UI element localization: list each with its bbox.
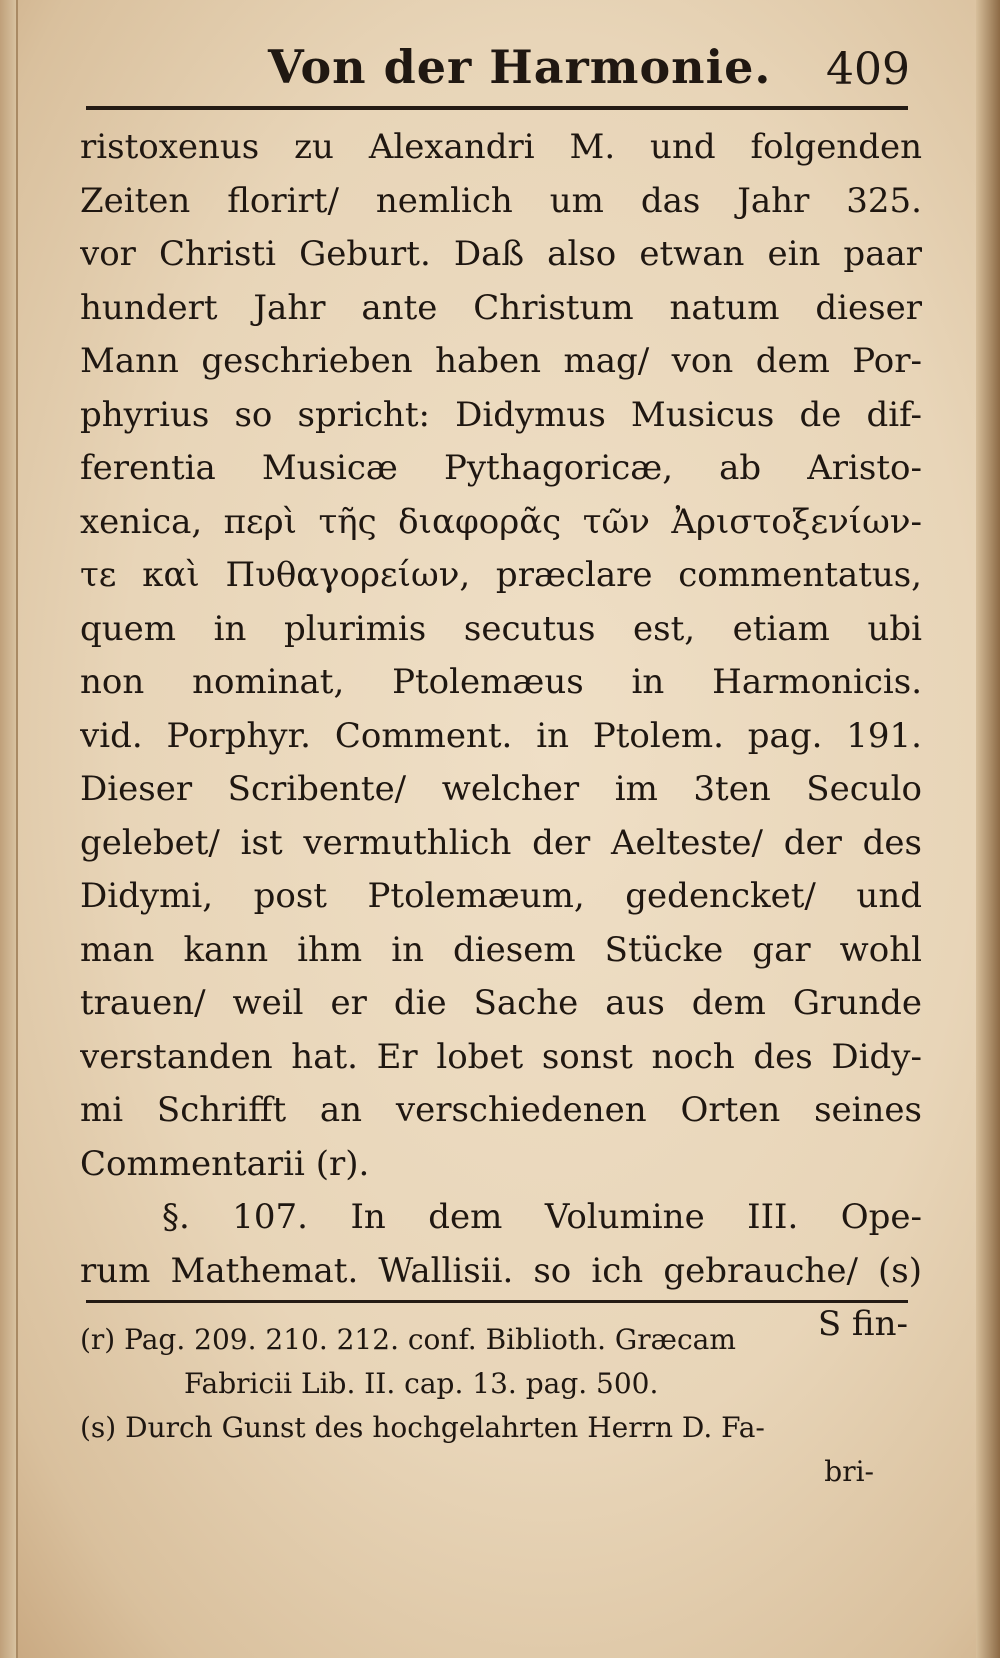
page-fold [16, 0, 18, 1658]
text-line: gelebet/ ist vermuthlich der Aelteste/ der des [80, 822, 922, 863]
text-line: Mann geschrieben haben mag/ von dem Por- [80, 341, 922, 381]
section-line: §. 107. In dem Volumine III. Ope- [162, 1197, 922, 1237]
footnote-s: (s) Durch Gunst des hochgelahrten Herrn D. Fa- [80, 1411, 765, 1444]
page-left-edge [0, 0, 16, 1658]
text-line: Zeiten florirt/ nemlich um das Jahr 325. [80, 180, 922, 221]
text-line: hundert Jahr ante Christum natum dieser [80, 287, 922, 328]
text-line: verstanden hat. Er lobet sonst noch des Didy- [80, 1036, 922, 1077]
text-line: man kann ihm in diesem Stücke gar wohl [80, 929, 922, 970]
text-line: quem in plurimis secutus est, etiam ubi [80, 608, 922, 649]
text-line: ferentia Musicæ Pythagoricæ, ab Aristo- [80, 448, 922, 488]
footnote-r: (r) Pag. 209. 210. 212. conf. Biblioth. Græcam [80, 1323, 736, 1356]
text-line: phyrius so spricht: Didymus Musicus de dif- [80, 394, 922, 435]
footnote-r-continued: Fabricii Lib. II. cap. 13. pag. 500. [184, 1367, 659, 1400]
page-number: 409 [826, 44, 910, 95]
text-line: ristoxenus zu Alexandri M. und folgenden [80, 127, 922, 167]
text-line: non nominat, Ptolemæus in Harmonicis. [80, 662, 922, 702]
text-line: trauen/ weil er die Sache aus dem Grunde [80, 983, 922, 1023]
footnote-s-catchword: bri- [824, 1455, 874, 1488]
text-line: Didymi, post Ptolemæum, gedencket/ und [80, 876, 922, 916]
page-right-edge [976, 0, 1000, 1658]
footnote-rule [86, 1300, 908, 1303]
text-line: Dieser Scribente/ welcher im 3ten Seculo [80, 769, 922, 809]
text-line: τε καὶ Πυθαγορείων, præclare commentatus, [80, 555, 922, 595]
text-line: Commentarii (r). [80, 1143, 370, 1184]
text-line-greek: xenica, περὶ τῆς διαφορᾶς τῶν Ἀριστοξενίων- [80, 501, 922, 542]
main-text [80, 121, 922, 1352]
text-line: mi Schrifft an verschiedenen Orten seines [80, 1090, 922, 1130]
text-line: vor Christi Geburt. Daß also etwan ein paar [80, 234, 922, 274]
running-head: Von der Harmonie. [268, 40, 772, 94]
catchword-line: S fin- [817, 1304, 908, 1344]
header-rule [86, 106, 908, 110]
text-line: rum Mathemat. Wallisii. so ich gebrauche/ (s) [80, 1250, 922, 1291]
footnotes [80, 1318, 922, 1494]
text-line: vid. Porphyr. Comment. in Ptolem. pag. 191. [80, 715, 922, 756]
